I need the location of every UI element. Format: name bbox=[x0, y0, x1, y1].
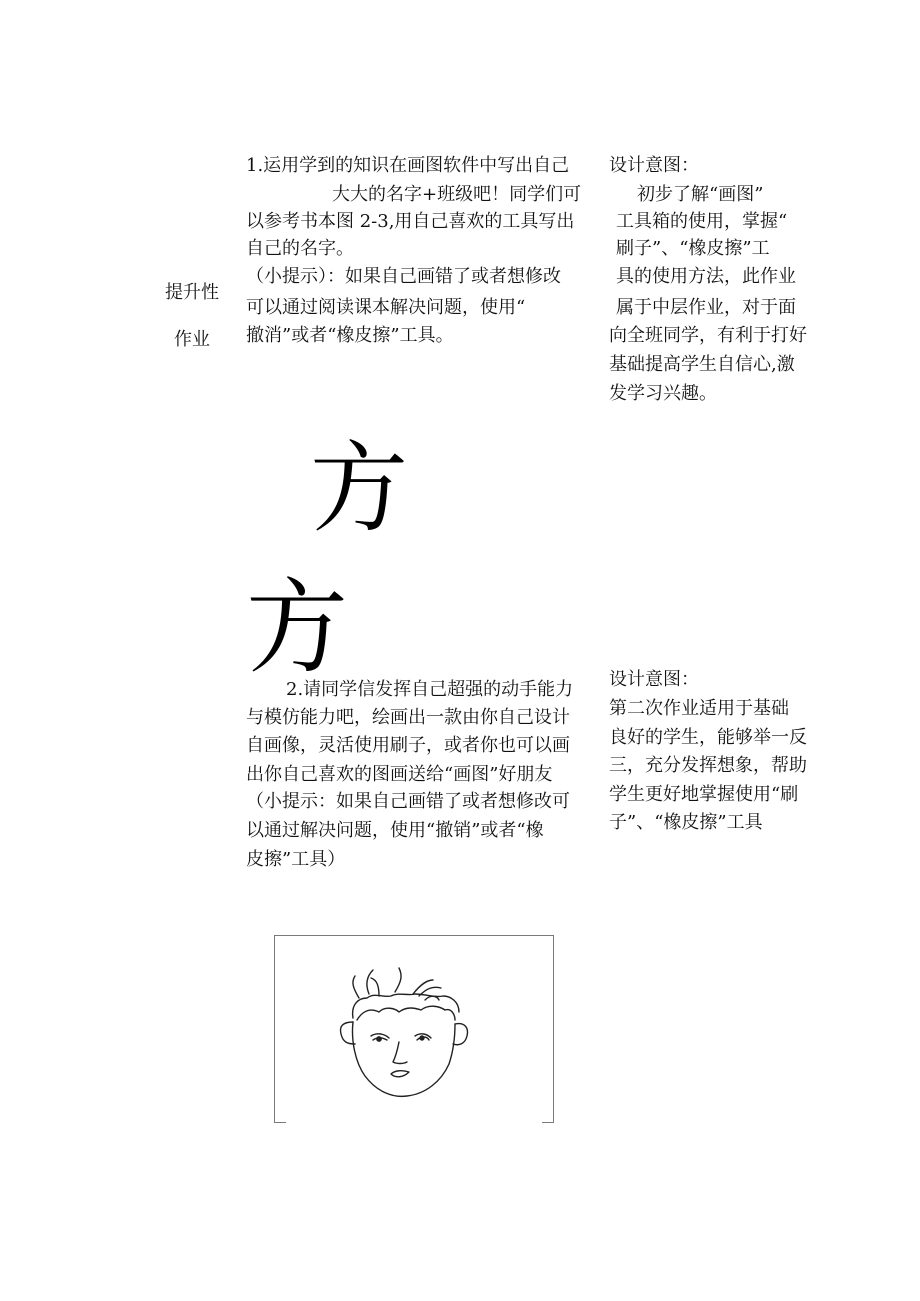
category-label-line1: 提升性 bbox=[165, 282, 219, 303]
task1-line: （小提示）：如果自己画错了或者想修改 bbox=[246, 266, 561, 287]
design-intent-line: 属于中层作业，对于面 bbox=[616, 297, 796, 318]
design-intent-line: 具的使用方法，此作业 bbox=[616, 266, 796, 287]
task1-line: 以参考书本图 2-3,用自己喜欢的工具写出 bbox=[246, 211, 575, 232]
design-intent-line: 基础提高学生自信心,激 bbox=[609, 354, 795, 375]
frame-corner-left bbox=[274, 1122, 286, 1123]
task2-line: 自画像，灵活使用刷子，或者你也可以画 bbox=[246, 735, 570, 756]
task1-line: 自己的名字。 bbox=[246, 238, 354, 259]
sample-character-2: 方 bbox=[246, 569, 348, 688]
portrait-frame bbox=[274, 935, 554, 1123]
design-intent-line: 向全班同学，有利于打好 bbox=[609, 325, 807, 346]
design-intent-heading: 设计意图： bbox=[609, 155, 699, 176]
task2-line: （小提示：如果自己画错了或者想修改可 bbox=[246, 791, 570, 812]
design-intent-line: 刷子”、“橡皮擦”工 bbox=[616, 238, 770, 259]
task2-line: 2.请同学信发挥自己超强的动手能力 bbox=[286, 679, 574, 700]
design-intent-line: 良好的学生，能够举一反 bbox=[609, 727, 807, 748]
self-portrait-drawing bbox=[275, 936, 553, 1123]
frame-corner-right bbox=[542, 1122, 554, 1123]
task1-line: 1.运用学到的知识在画图软件中写出自己 bbox=[246, 155, 570, 176]
task2-line: 出你自己喜欢的图画送给“画图”好朋友 bbox=[246, 764, 553, 785]
design-intent-line: 初步了解“画图” bbox=[637, 184, 764, 205]
task1-line: 大大的名字+班级吧！同学们可 bbox=[332, 184, 582, 205]
task2-line: 以通过解决问题，使用“撤销”或者“橡 bbox=[246, 820, 544, 841]
design-intent-line: 工具箱的使用，掌握“ bbox=[616, 211, 788, 232]
design-intent-line: 发学习兴趣。 bbox=[609, 383, 717, 404]
task1-line: 可以通过阅读课本解决问题，使用“ bbox=[246, 297, 526, 318]
design-intent-line: 子”、“橡皮擦”工具 bbox=[609, 812, 763, 833]
task1-line: 撤消”或者“橡皮擦”工具。 bbox=[246, 325, 454, 346]
design-intent-heading: 设计意图： bbox=[609, 669, 699, 690]
task2-line: 皮擦”工具） bbox=[246, 849, 346, 870]
task2-line: 与模仿能力吧，绘画出一款由你自己设计 bbox=[246, 707, 570, 728]
design-intent-line: 第二次作业适用于基础 bbox=[609, 698, 789, 719]
sample-character-1: 方 bbox=[310, 432, 409, 546]
design-intent-line: 学生更好地掌握使用“刷 bbox=[609, 784, 799, 805]
design-intent-line: 三，充分发挥想象，帮助 bbox=[609, 755, 807, 776]
category-label-line2: 作业 bbox=[174, 329, 210, 350]
